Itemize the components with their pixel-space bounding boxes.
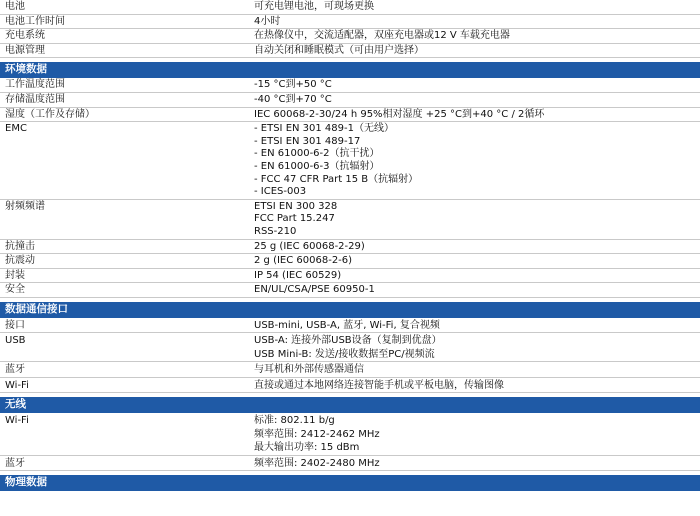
section-header-wireless: 无线 <box>0 397 700 413</box>
spec-row <box>0 108 700 123</box>
spec-value <box>252 269 700 283</box>
spec-value-line: 自动关闭和睡眠模式（可由用户选择） <box>254 44 424 56</box>
spec-value-line: 最大输出功率: 15 dBm <box>254 442 360 454</box>
spec-value <box>252 122 700 199</box>
spec-value-line: -15 °C到+50 °C <box>254 79 332 91</box>
spec-label: 湿度（工作及存储） <box>5 108 95 120</box>
spec-value-line: 在热像仪中，交流适配器，双座充电器或12 V 车载充电器 <box>254 30 510 42</box>
spec-value-line: 直接或通过本地网络连接智能手机或平板电脑，传输图像 <box>254 379 504 391</box>
spec-value <box>252 283 700 297</box>
spec-value-line: - EN 61000-6-3（抗辐射） <box>254 160 380 172</box>
spec-row <box>0 378 700 394</box>
spec-row <box>0 413 700 456</box>
spec-value-line: 与耳机和外部传感器通信 <box>254 364 364 376</box>
spec-value-line: 2 g (IEC 60068-2-6) <box>254 255 353 267</box>
spec-row <box>0 283 700 298</box>
spec-value-line: EN/UL/CSA/PSE 60950-1 <box>254 284 375 296</box>
spec-label: 蓝牙 <box>5 364 25 376</box>
spec-row <box>0 29 700 44</box>
spec-value-line: RSS-210 <box>254 225 297 237</box>
wireless-table <box>0 413 700 471</box>
spec-value <box>252 29 700 43</box>
section-header-environment: 环境数据 <box>0 62 700 78</box>
spec-label: EMC <box>5 123 27 135</box>
spec-row <box>0 200 700 240</box>
spec-value-line: 可充电锂电池，可现场更换 <box>254 1 374 12</box>
spec-value-line: - ETSI EN 301 489-17 <box>254 135 361 147</box>
spec-label: USB <box>5 335 26 347</box>
spec-value-line: 频率范围: 2412-2462 MHz <box>254 428 380 440</box>
spec-value-line: - FCC 47 CFR Part 15 B（抗辐射） <box>254 173 419 185</box>
spec-value-line: USB Mini-B: 发送/接收数据至PC/视频流 <box>254 348 435 360</box>
spec-value <box>252 254 700 268</box>
spec-value-line: - ETSI EN 301 489-1（无线） <box>254 123 394 135</box>
spec-value <box>252 378 700 393</box>
spec-value <box>252 44 700 58</box>
spec-row <box>0 240 700 255</box>
spec-label: 存储温度范围 <box>5 93 65 105</box>
spec-label: 接口 <box>5 319 25 331</box>
spec-value-line: USB-A: 连接外部USB设备（复制到优盘） <box>254 335 442 347</box>
spec-label: 抗撞击 <box>5 240 35 252</box>
spec-value-line: - EN 61000-6-2（抗干扰） <box>254 148 380 160</box>
spec-label: 电池 <box>5 1 25 12</box>
spec-label: 抗震动 <box>5 255 35 267</box>
spec-value <box>252 333 700 361</box>
spec-value <box>252 362 700 377</box>
spec-value <box>252 0 700 14</box>
section-header-physical: 物理数据 <box>0 475 700 491</box>
spec-label: Wi-Fi <box>5 379 29 391</box>
spec-row <box>0 456 700 472</box>
environment-table <box>0 78 700 298</box>
spec-value <box>252 240 700 254</box>
spec-value-line: FCC Part 15.247 <box>254 213 335 225</box>
spec-value <box>252 456 700 471</box>
spec-value-line: 4小时 <box>254 15 281 27</box>
spec-row <box>0 122 700 200</box>
spec-value-line: IP 54 (IEC 60529) <box>254 269 342 281</box>
spec-value <box>252 93 700 107</box>
spec-value-line: - ICES-003 <box>254 186 307 198</box>
spec-label: 工作温度范围 <box>5 79 65 91</box>
spec-value <box>252 108 700 122</box>
spec-value <box>252 200 700 239</box>
spec-value <box>252 318 700 333</box>
spec-row <box>0 318 700 334</box>
top-table <box>0 0 700 58</box>
spec-row <box>0 269 700 284</box>
spec-label: 充电系统 <box>5 30 45 42</box>
spec-label: 封装 <box>5 269 25 281</box>
spec-label: 蓝牙 <box>5 457 25 469</box>
spec-value-line: 频率范围: 2402-2480 MHz <box>254 457 380 469</box>
spec-row <box>0 254 700 269</box>
spec-row <box>0 333 700 362</box>
communication-table <box>0 318 700 394</box>
spec-value <box>252 413 700 455</box>
spec-value-line: 25 g (IEC 60068-2-29) <box>254 240 365 252</box>
spec-label: 射频频谱 <box>5 200 45 212</box>
spec-value <box>252 15 700 29</box>
spec-label: Wi-Fi <box>5 415 29 427</box>
spec-value-line: IEC 60068-2-30/24 h 95%相对湿度 +25 °C到+40 °C / 2循环 <box>254 108 545 120</box>
spec-value <box>252 78 700 92</box>
section-header-communication: 数据通信接口 <box>0 302 700 318</box>
spec-value-line: -40 °C到+70 °C <box>254 93 332 105</box>
spec-row <box>0 362 700 378</box>
spec-row <box>0 15 700 30</box>
spec-value-line: USB-mini, USB-A, 蓝牙, Wi-Fi, 复合视频 <box>254 319 440 331</box>
spec-row <box>0 0 700 15</box>
spec-value-line: 标准: 802.11 b/g <box>254 415 335 427</box>
spec-label: 电池工作时间 <box>5 15 65 27</box>
spec-label: 电源管理 <box>5 44 45 56</box>
spec-label: 安全 <box>5 284 25 296</box>
spec-row <box>0 78 700 93</box>
spec-value-line: ETSI EN 300 328 <box>254 200 338 212</box>
spec-row <box>0 93 700 108</box>
spec-row <box>0 44 700 59</box>
